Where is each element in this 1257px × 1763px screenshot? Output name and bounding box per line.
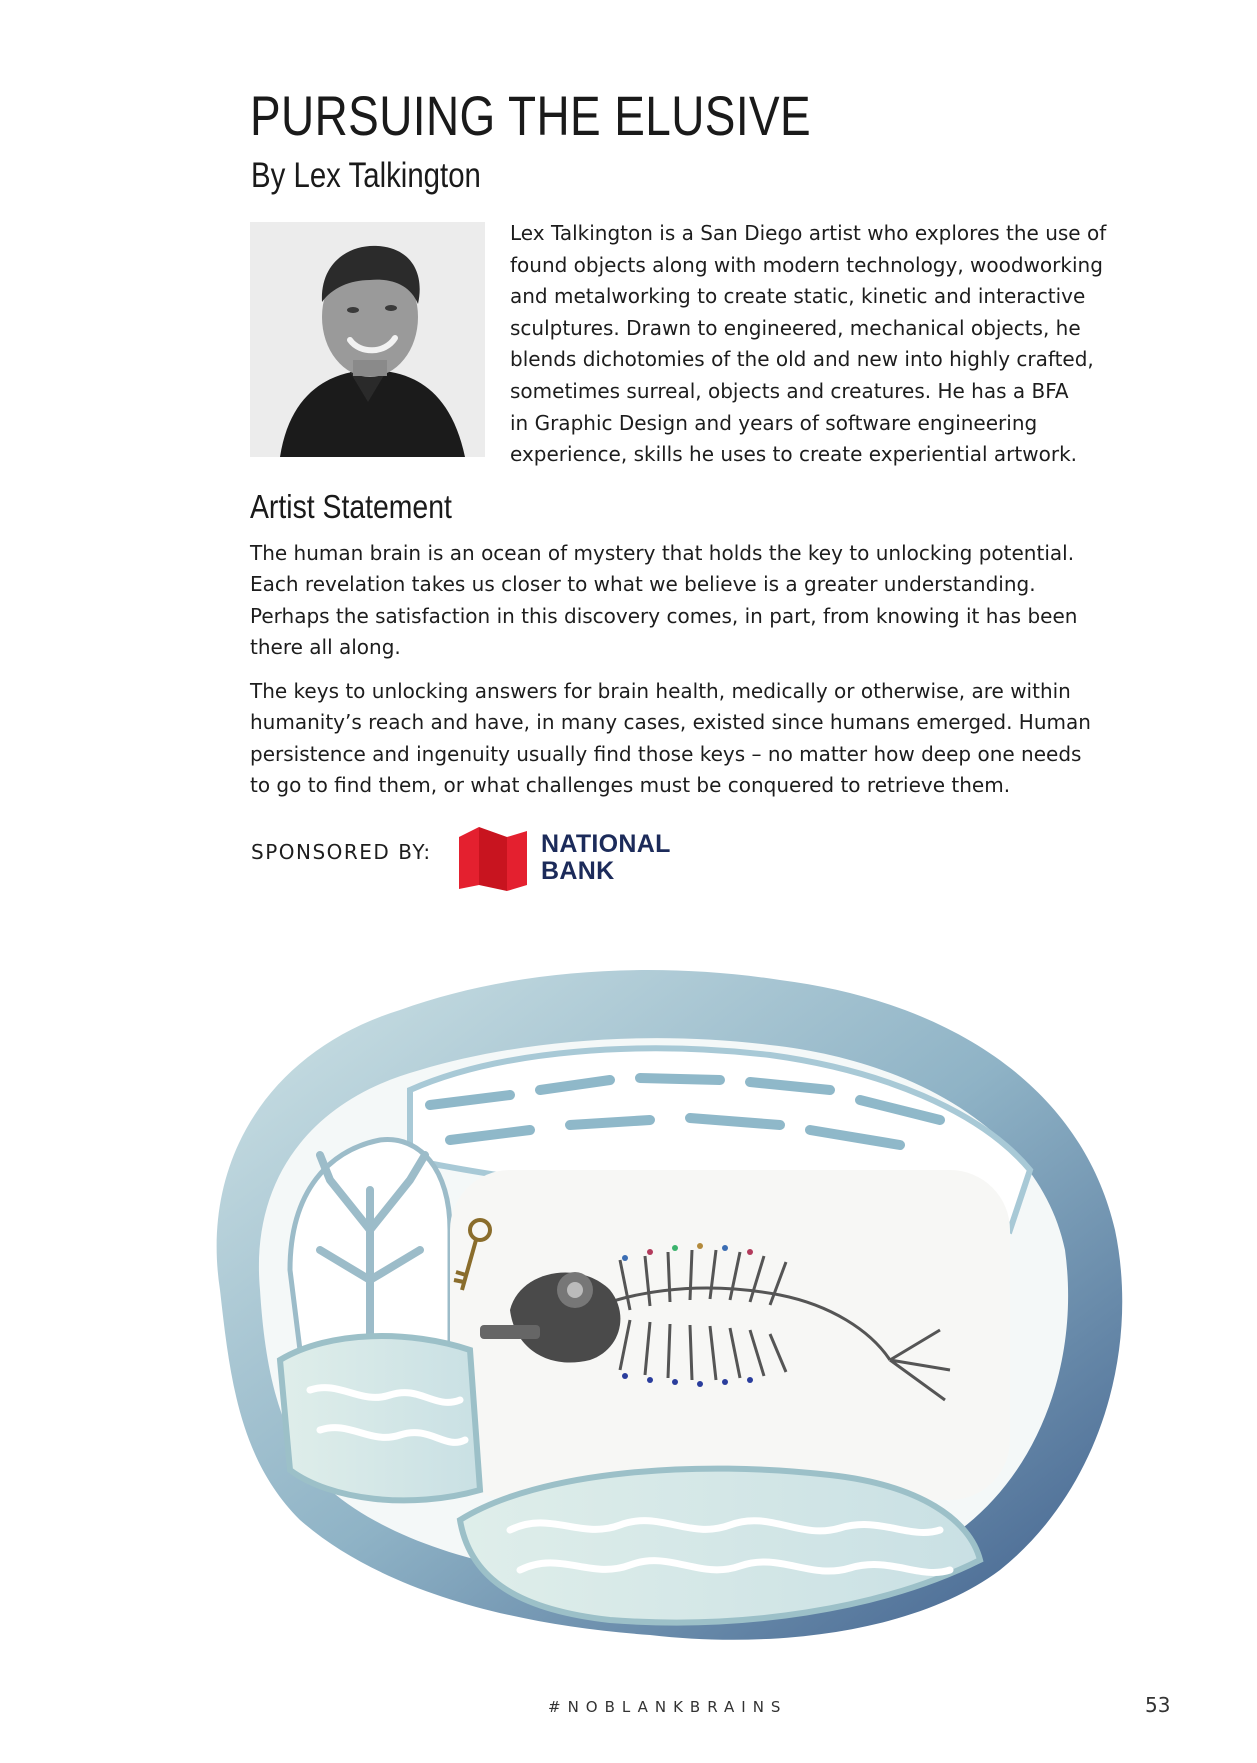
bio-line: experience, skills he uses to create experiential artwork.	[510, 442, 1078, 467]
statement-line: to go to find them, or what challenges must be conquered to retrieve them.	[250, 773, 1011, 798]
brain-sculpture-image	[180, 930, 1140, 1660]
statement-line: persistence and ingenuity usually find those keys – no matter how deep one needs	[250, 741, 1082, 766]
logo-line-2: BANK	[541, 857, 615, 885]
statement-line: The keys to unlocking answers for brain health, medically or otherwise, are within	[250, 679, 1071, 703]
bio-line: sometimes surreal, objects and creatures. He has a BFA	[510, 378, 1069, 403]
article-title: PURSUING THE ELUSIVE	[250, 84, 812, 147]
statement-line: The human brain is an ocean of mystery that holds the key to unlocking potential.	[250, 541, 1075, 565]
statement-paragraph-1	[250, 538, 1150, 664]
artist-portrait	[250, 222, 485, 457]
bio-line: blends dichotomies of the old and new into highly crafted,	[510, 347, 1094, 372]
statement-line: Perhaps the satisfaction in this discovery comes, in part, from knowing it has been	[250, 603, 1078, 628]
bio-line: Lex Talkington is a San Diego artist who explores the use of	[510, 221, 1107, 245]
statement-line: humanity’s reach and have, in many cases, existed since humans emerged. Human	[250, 710, 1091, 735]
bio-line: and metalworking to create static, kinetic and interactive	[510, 284, 1086, 309]
logo-line-1: NATIONAL	[541, 830, 671, 858]
statement-paragraph-2	[250, 676, 1150, 802]
artist-bio	[510, 218, 1130, 471]
page-number: 53	[1145, 1693, 1171, 1717]
bio-line: sculptures. Drawn to engineered, mechanical objects, he	[510, 315, 1081, 340]
article-byline: By Lex Talkington	[251, 156, 481, 195]
statement-line: Each revelation takes us closer to what we believe is a greater understanding.	[250, 572, 1036, 597]
footer-hashtag: #NOBLANKBRAINS	[548, 1698, 788, 1716]
sponsored-by-label: SPONSORED BY:	[251, 840, 432, 864]
national-bank-wordmark	[541, 831, 671, 885]
artist-statement-heading: Artist Statement	[250, 488, 452, 525]
statement-line: there all along.	[250, 635, 401, 660]
bio-line: found objects along with modern technology, woodworking	[510, 252, 1103, 277]
bio-line: in Graphic Design and years of software engineering	[510, 410, 1038, 435]
